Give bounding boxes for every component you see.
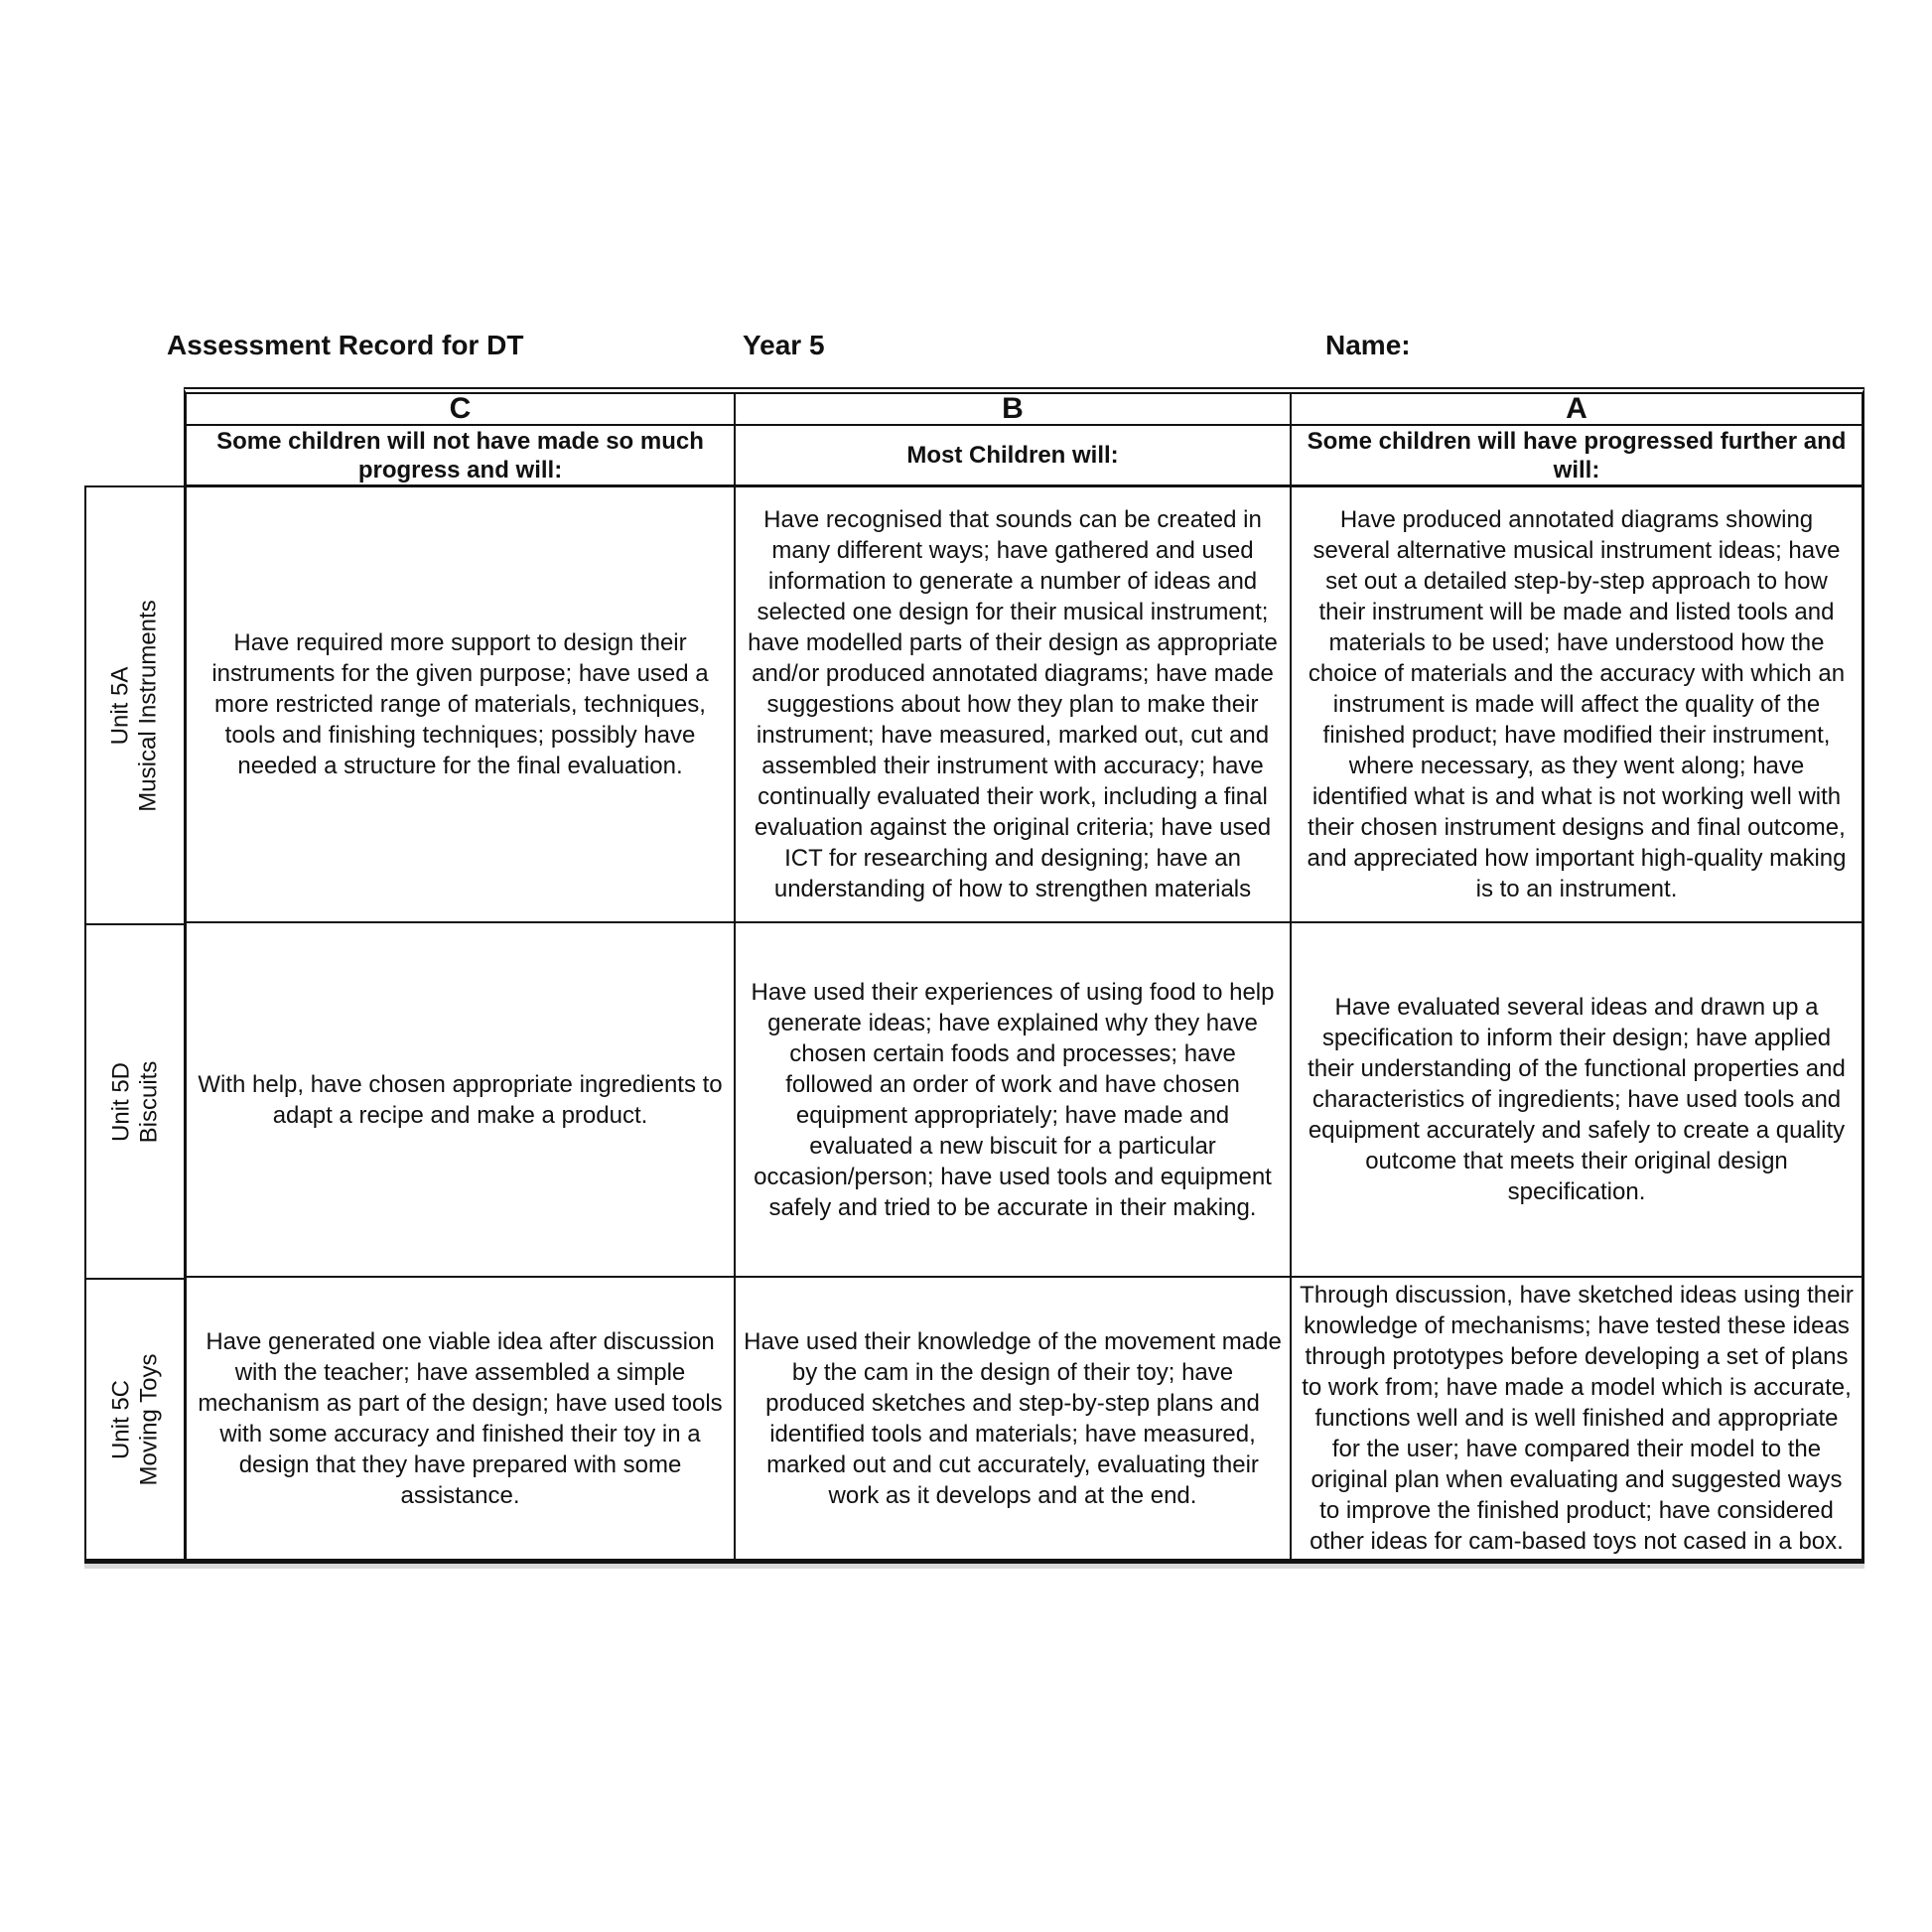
unit-name-5c: Moving Toys bbox=[135, 1353, 163, 1485]
cell-unit5c-b: Have used their knowledge of the movement made by the cam in the design of their toy; have produced sketches and step-by-step plans and identified tools and materials; have measured, marked out and cut accurately, evaluating their work as it develops and at the end. bbox=[736, 1278, 1292, 1559]
descriptor-b: Most Children will: bbox=[736, 426, 1292, 487]
year-label: Year 5 bbox=[743, 330, 825, 360]
grade-header-b: B bbox=[736, 394, 1292, 426]
cell-unit5a-a: Have produced annotated diagrams showing several alternative musical instrument ideas; have set out a detailed step-by-step approach to how their instrument will be made and listed tools and materials to be used; have understood how the choice of materials and the accuracy with which an instrument is made will affect the quality of the finished product; have modified their instrument, where necessary, as they went along; have identified what is and what is not working well with their chosen instrument designs and final outcome, and appreciated how important high-quality making is to an instrument. bbox=[1292, 487, 1862, 923]
unit-label-5a bbox=[107, 600, 163, 811]
unit-name-5d: Biscuits bbox=[135, 1060, 162, 1143]
unit-label-column bbox=[84, 485, 184, 1564]
unit-cell-5c bbox=[86, 1280, 184, 1559]
unit-name-5a: Musical Instruments bbox=[135, 599, 162, 812]
cell-unit5c-c: Have generated one viable idea after discussion with the teacher; have assembled a simple mechanism as part of the design; have used tools with some accuracy and finished their toy in a design that they have prepared with some assistance. bbox=[187, 1278, 736, 1559]
cell-unit5a-c: Have required more support to design their instruments for the given purpose; have used a more restricted range of materials, techniques, tools and finishing techniques; possibly have needed a structure for the final evaluation. bbox=[187, 487, 736, 923]
cell-unit5d-c: With help, have chosen appropriate ingredients to adapt a recipe and make a product. bbox=[187, 923, 736, 1278]
assessment-table bbox=[184, 387, 1864, 1564]
grade-header-c: C bbox=[187, 394, 736, 426]
cell-unit5d-b: Have used their experiences of using food to help generate ideas; have explained why they have chosen certain foods and processes; have followed an order of work and have chosen equipment appropriately; have made and evaluated a new biscuit for a particular occasion/person; have used tools and equipment safely and tried to be accurate in their making. bbox=[736, 923, 1292, 1278]
cell-unit5c-a: Through discussion, have sketched ideas using their knowledge of mechanisms; have tested these ideas through prototypes before developing a set of plans to work from; have made a model which is accurate, functions well and is well finished and appropriate for the user; have compared their model to the original plan when evaluating and suggested ways to improve the finished product; have considered other ideas for cam-based toys not cased in a box. bbox=[1300, 1282, 1854, 1555]
unit-label-5d bbox=[107, 1060, 163, 1143]
unit-code-5a: Unit 5A bbox=[107, 666, 134, 745]
unit-code-5c: Unit 5C bbox=[107, 1379, 135, 1459]
unit-label-5c bbox=[107, 1353, 163, 1485]
unit-code-5d: Unit 5D bbox=[107, 1061, 134, 1142]
unit-cell-5d bbox=[86, 925, 184, 1280]
descriptor-c: Some children will not have made so much progress and will: bbox=[187, 426, 736, 487]
name-label: Name: bbox=[1325, 330, 1411, 360]
descriptor-a: Some children will have progressed further and will: bbox=[1292, 426, 1862, 487]
cell-unit5d-a: Have evaluated several ideas and drawn up a specification to inform their design; have applied their understanding of the functional properties and characteristics of ingredients; have used tools and equipment accurately and safely to create a quality outcome that meets their original design specification. bbox=[1292, 923, 1862, 1278]
unit-cell-5a bbox=[86, 487, 184, 925]
grade-header-a: A bbox=[1292, 394, 1862, 426]
cell-unit5a-b: Have recognised that sounds can be created in many different ways; have gathered and used information to generate a number of ideas and selected one design for their musical instrument; have modelled parts of their design as appropriate and/or produced annotated diagrams; have made suggestions about how they plan to make their instrument; have measured, marked out, cut and assembled their instrument with accuracy; have continually evaluated their work, including a final evaluation against the original criteria; have used ICT for researching and designing; have an understanding of how to strengthen materials bbox=[736, 487, 1292, 923]
page-title: Assessment Record for DT bbox=[167, 330, 524, 360]
